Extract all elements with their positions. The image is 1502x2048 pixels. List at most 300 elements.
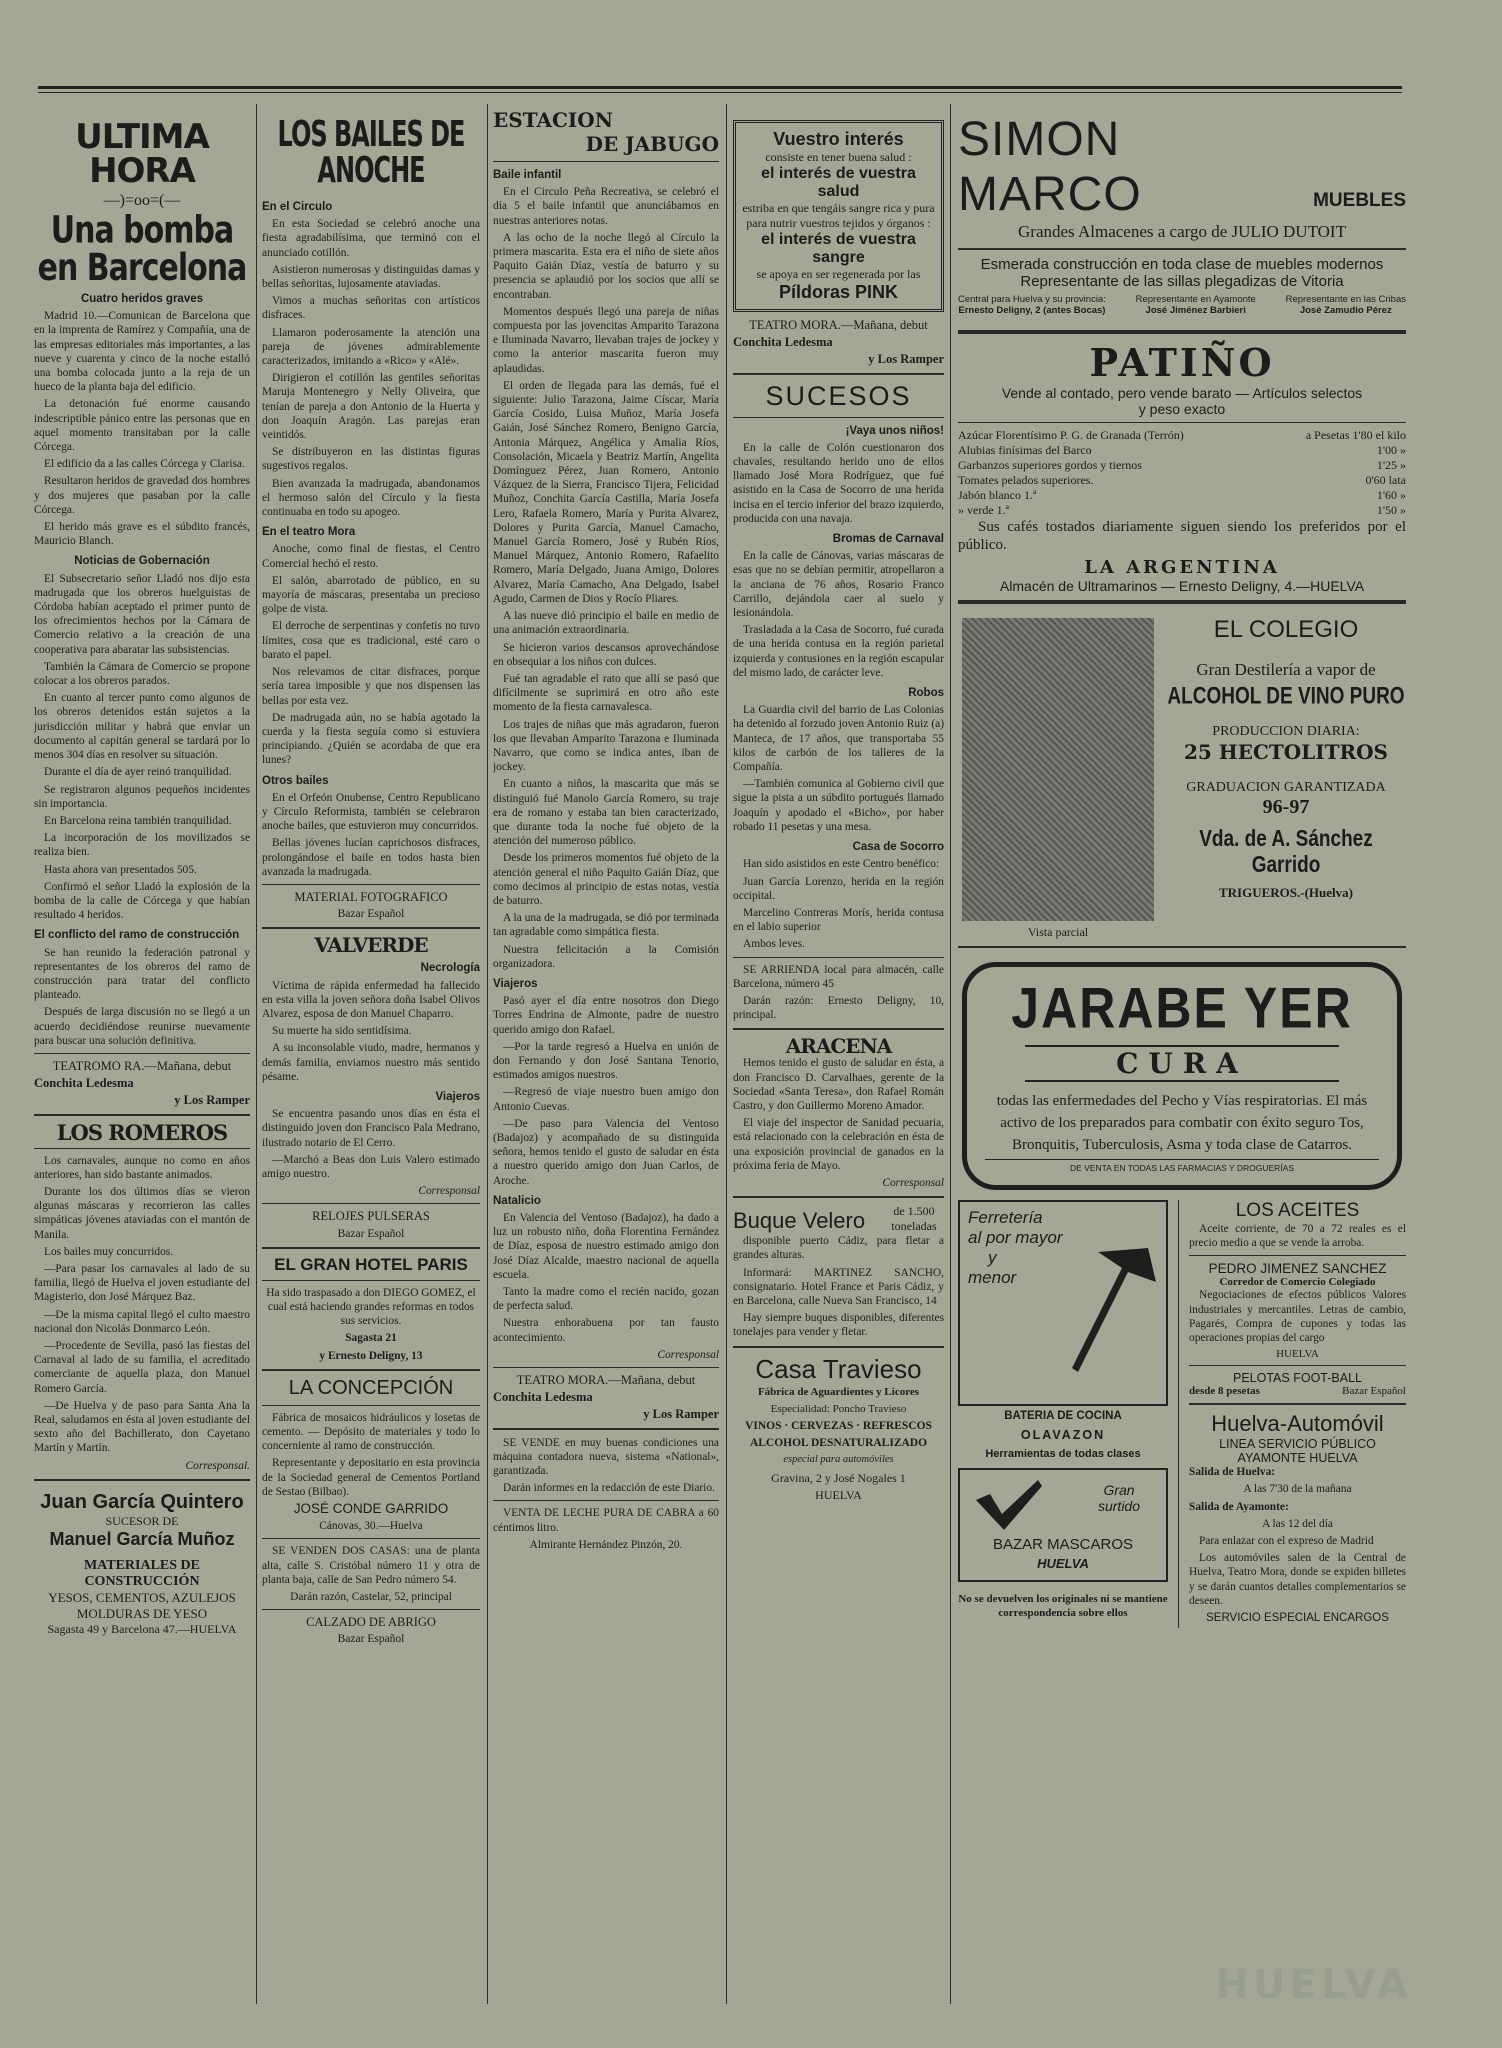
ad-text: Bazar Español [1342, 1385, 1406, 1398]
subheading: En el Circulo [262, 201, 333, 213]
divider [262, 1280, 480, 1281]
paragraph: A las nueve dió principio el baile en medio de una animación extraordinaria. [493, 610, 719, 637]
heading-sucesos: SUCESOS [765, 380, 912, 411]
paragraph: Asistieron numerosas y distinguidas damas y bellas señoritas, lujosamente ataviadas. [262, 263, 480, 291]
paragraph: Desde los primeros momentos fué objeto de la atención general el niño Paquito Gaián Díaz, que como decimos al principio de estas notas, vestía de baturro. [493, 852, 719, 907]
ad-address: TRIGUEROS.-(Huelva) [1219, 885, 1353, 900]
paragraph: Los carnavales, aunque no como en años anteriores, han sido bastante animados. [34, 1154, 250, 1181]
column-2 [262, 108, 480, 1948]
teatro-artist: y Los Ramper [868, 352, 944, 367]
building-photo [962, 618, 1154, 921]
divider [958, 422, 1406, 423]
heading-estacion: ESTACION [493, 108, 613, 132]
paragraph: Víctima de rápida enfermedad ha fallecido en esta villa la joven señora doña Isabel Olivos Alvarez, esposa de don Manuel Chaparro. [262, 979, 480, 1020]
ad-text: Gran surtido [1097, 1482, 1141, 1514]
divider [733, 957, 944, 958]
divider [262, 1609, 480, 1610]
ad-casa-travieso: Casa Travieso [755, 1353, 922, 1384]
paragraph: A su inconsolable viudo, madre, hermanos y demás familia, enviamos nuestro más sentido pésame. [262, 1042, 480, 1083]
paragraph: Para enlazar con el expreso de Madrid [1199, 1535, 1374, 1548]
price-row [958, 443, 1406, 458]
ad-text: MATERIALES DE CONSTRUCCIÓN [83, 1557, 201, 1589]
teatro-notice: TEATROMO RA.—Mañana, debut [52, 1058, 232, 1073]
paragraph: En el Circulo Peña Recreativa, se celebró el día 5 el baile infantil que anunciábamos en nuestras anteriores notas. [493, 186, 719, 227]
paragraph: En cuanto al tercer punto como algunos de los obreros detenidos están sujetos a la jurisdicción militar y habrá que enviar un documento al capitán general se tardará por lo menos 304 días en resolver su situación. [34, 692, 250, 762]
heading-valverde: VALVERDE [314, 933, 428, 958]
paragraph: En la calle de Colón cuestionaron dos chavales, resultando herido uno de ellos llamado José Mora Rodríguez, que fué asistido en la Casa de Socorro de una herida incisa en el tercio inferior del brazo izquierdo, producida con una navaja. [733, 441, 944, 525]
divider [958, 600, 1406, 604]
rep-name: José Jiménez Barbieri [1145, 305, 1246, 316]
subheading: Baile infantil [493, 169, 562, 181]
divider [34, 1053, 250, 1054]
paragraph: Nos relevamos de citar disfraces, porque sería tarea imposible y que nos dispensen las bellas por esta vez. [262, 666, 480, 707]
ad-text: consiste en tener buena salud : [765, 150, 912, 164]
ad-text: LINEA SERVICIO PÚBLICO [1219, 1437, 1376, 1452]
divider [733, 417, 944, 418]
paragraph: De madrugada aún, no se había agotado la cuerda y la fiesta seguía como si estuviera principiando. ¿Quién se acordaba de que era lunes? [262, 711, 480, 767]
teatro-artist: Conchita Ledesma [493, 1390, 593, 1405]
paragraph: En cuanto a niños, la mascarita que más se distinguió fué Manolo García Romero, su traje era de romano y estaba tan bien caracterizado, que durante toda la noche fué objeto de la atención del numeroso público. [493, 778, 719, 848]
paragraph: Fué tan agradable el rato que allí se pasó que difícilmente se suprimirá en otro año este momento de la fiesta carnavalesca. [493, 672, 719, 714]
ad-el-colegio [958, 610, 1406, 940]
paragraph: En Barcelona reina también tranquilidad. [44, 814, 232, 827]
schedule-time: A las 7'30 de la mañana [1243, 1483, 1352, 1496]
ad-line: MATERIAL FOTOGRAFICO [294, 889, 448, 904]
ad-text: y peso exacto [1138, 401, 1226, 417]
paragraph: Llamaron poderosamente la atención una pareja de jóvenes admirablemente caracterizados, imitando a «Rico» y «Alé». [262, 326, 480, 368]
ad-text: 25 HECTOLITROS [1184, 740, 1388, 764]
paragraph: La Guardia civil del barrio de Las Colonias ha detenido al forzudo joven Antonio Ruiz (a) Manteca, de 17 años, que transportaba 55 kilos de carbón de los talleres de la Compañía. [733, 704, 944, 774]
ad-title: y [988, 1248, 997, 1267]
paragraph: Se distribuyeron en las distintas figuras sugestivos regalos. [262, 446, 480, 473]
classified-ad: SE VENDE en muy buenas condiciones una máquina contadora nueva, sistema «National», garantizada. [493, 1436, 719, 1478]
divider [733, 1346, 944, 1348]
rep-label: Representante en las Cribas [1285, 294, 1406, 305]
price-item-name: » verde 1.ª [958, 503, 1009, 517]
paragraph: Nuestra felicitación a la Comisión organizadora. [493, 943, 719, 970]
ad-text: VINOS · CERVEZAS · REFRESCOS [745, 1419, 932, 1432]
ad-title: menor [968, 1268, 1017, 1287]
paragraph: El edificio da a las calles Córcega y Clarisa. [44, 458, 245, 471]
ad-title: Buque Velero [733, 1208, 866, 1234]
ad-text: Esmerada construcción en toda clase de muebles modernos [980, 256, 1384, 273]
paragraph: Informará: MARTINEZ SANCHO, consignatario. Hotel France et Paris Cádiz, y en Barcelona, calle Nueva San Francisco, 14 [733, 1266, 944, 1307]
paragraph: El Subsecretario señor Lladó nos dijo esta madrugada que los obreros huelguistas de Córdoba habían aceptado el primer punto de los ofrecimientos hechos por la Cámara de Comercio relativo a la creación de una cooperativa para abaratar las subsistencias. [34, 572, 250, 656]
subheading: Noticias de Gobernación [74, 555, 210, 568]
subheading: Robos [908, 687, 944, 700]
paragraph: Negociaciones de efectos públicos Valores industriales y mercantiles. Letras de cambio, Pagarés, Compra de cupones y todas las operaciones propias del cargo [1189, 1289, 1406, 1345]
price-item-value: a Pesetas 1'80 el kilo [1305, 428, 1406, 442]
paragraph: —De la misma capital llegó el culto maestro nacional don Nicolás Donmarco León. [34, 1308, 250, 1335]
divider [493, 161, 719, 162]
divider [1189, 1255, 1406, 1256]
paragraph: Los automóviles salen de la Central de Huelva, Teatro Mora, donde se expiden billetes y se darán cuantos detalles complementarios se deseen. [1189, 1552, 1406, 1607]
subheading: ¡Vaya unos niños! [845, 424, 944, 437]
paragraph: —Regresó de viaje nuestro buen amigo don Antonio Cuevas. [493, 1086, 719, 1113]
paragraph: Pasó ayer el día entre nosotros don Diego Torres Endrina de Almonte, padre de nuestro querido amigo don Rafael. [493, 995, 719, 1036]
paragraph: En el Orfeón Onubense, Centro Republicano y Círculo Reformista, también se celebraron anoche bailes, que estuvieron muy concurridos. [262, 791, 480, 833]
paragraph: Vimos a muchas señoritas con artísticos disfraces. [262, 295, 480, 322]
paragraph: Se han reunido la federación patronal y representantes de los obreros del ramo de construcción para tratar del conflicto planteado. [34, 946, 250, 1002]
ad-title: el interés de vuestra salud [761, 165, 916, 200]
subheading: En el teatro Mora [262, 526, 356, 539]
price-item-value: 1'25 » [1376, 458, 1406, 472]
subheading: Natalicio [493, 1194, 541, 1207]
ad-line: Bazar Español [337, 908, 405, 921]
ad-text: SERVICIO ESPECIAL ENCARGOS [1206, 1612, 1389, 1625]
heading-los-romeros: LOS ROMEROS [56, 1119, 228, 1145]
paragraph: Bellas jóvenes lucían caprichosos disfraces, prolongándose el baile en todos hasta bien avanzada la madrugada. [262, 837, 480, 878]
paragraph: Durante el día de ayer reinó tranquilidad. [44, 766, 232, 779]
ad-text: Herramientas de todas clases [985, 1448, 1141, 1460]
paragraph: Marcelino Contreras Morís, herida contusa en el labio superior [733, 906, 944, 934]
teatro-artist: Conchita Ledesma [733, 335, 833, 350]
rep-label: Central para Huelva y su provincia: [958, 294, 1106, 305]
divider [493, 1367, 719, 1368]
paragraph: Los trajes de niñas que más agradaron, fueron los que llevaban Amparito Tarazona e Iluminada Navarro, que como se indica antes, iban de jockey. [493, 718, 719, 774]
ad-title: PELOTAS FOOT-BALL [1233, 1371, 1362, 1386]
paragraph: Se hicieron varios descansos aprovechándose en obsequiar a los niños con dulces. [493, 641, 719, 668]
paragraph: Representante y depositario en esta provincia de la Sociedad general de Cementos Portland de Sestao (Bilbao). [262, 1457, 480, 1498]
paragraph: Ambos leves. [743, 938, 806, 951]
divider [493, 1428, 719, 1430]
classified-ad: Darán razón: Ernesto Deligny, 10, principal. [733, 994, 944, 1022]
ad-text: SUCESOR DE [105, 1513, 179, 1528]
column-4 [733, 108, 944, 1948]
ad-address: Gravina, 2 y José Nogales 1 [771, 1470, 906, 1485]
ad-text: DE VENTA EN TODAS LAS FARMACIAS Y DROGUERÍAS [985, 1159, 1379, 1173]
ad-text: AYAMONTE HUELVA [1237, 1451, 1358, 1466]
divider [34, 1479, 250, 1481]
headline-bailes: LOS BAILES DE ANOCHE [277, 113, 465, 191]
heading-jabugo: DE JABUGO [585, 132, 719, 156]
paragraph: disponible puerto Cádiz, para fletar a grandes alturas. [733, 1235, 944, 1262]
schedule-label: Salida de Ayamonte: [1189, 1500, 1289, 1513]
ad-text: 96-97 [1262, 796, 1310, 818]
paragraph: El orden de llegada para las demás, fué el siguiente: Julio Tarazona, Jaime Císcar, María García Cosido, Luisa Muñoz, María Josefa Gaián, José Sánchez Romero, Benigno García, Antonia Márquez, Angélica y Amalia Ríos, Consolación, Micaela y Beatriz Martín, Angelita Domínguez Pérez, Juan Romero, Antonio Vázquez de la Sierra, Francisco Tijera, Felicidad Muñoz, Conchita García Castilla, María Josefa Lero, Rafaela Romero, María y Purita Alvarez, Dolores y Purita García, Manuel Camacho, Manuel García Romero, José y Rubén Ríos, Manuel Márquez, Antonio Romero, Rafaelito Romero, María Delgado, Juana Amigo, Dolores Alvarez, María Camacho, Ana Delgado, Isabel Agudo, Carmen de Dios y Rocío Pliares. [493, 379, 719, 605]
price-item-name: Tomates pelados superiores. [958, 473, 1094, 487]
divider [262, 927, 480, 929]
ad-address: HUELVA [1276, 1348, 1319, 1361]
ad-text: Fábrica de Aguardientes y Licores [757, 1385, 920, 1398]
ad-text: se apoya en ser regenerada por las [756, 267, 921, 281]
paragraph: También la Cámara de Comercio se propone colocar a los obreros parados. [34, 660, 250, 688]
price-row [958, 458, 1406, 473]
price-item-value: 1'60 » [1376, 488, 1406, 502]
ad-line: CALZADO DE ABRIGO [306, 1615, 436, 1630]
paragraph: Trasladada a la Casa de Socorro, fué curada de una herida contusa en la región parietal izquierda y contusiones en la región escapular del mismo lado, de carácter leve. [733, 624, 944, 679]
divider [262, 884, 480, 885]
ad-ferreteria-box [958, 1200, 1168, 1406]
rep-label: Representante en Ayamonte [1135, 294, 1256, 305]
ad-text: Grandes Almacenes a cargo de JULIO DUTOIT [1018, 222, 1346, 241]
ad-text: todas las enfermedades del Pecho y Vías respiratorias. El más activo de los preparados para combatir con éxito seguro Tos, Bronquitis, Tuberculosis, Asma y toda clase de Catarros. [996, 1093, 1368, 1153]
ad-simon-marco [958, 112, 1406, 222]
ad-line: Bazar Español [337, 1633, 405, 1646]
column-3 [493, 108, 719, 1948]
ad-address: Almacén de Ultramarinos — Ernesto Deligny, 4.—HUELVA [999, 578, 1365, 594]
classified-ad: Almirante Hernández Pinzón, 20. [529, 1538, 683, 1551]
subheading: Viajeros [435, 1090, 480, 1103]
ad-text: Especialidad: Poncho Travieso [770, 1402, 907, 1415]
divider [1189, 1403, 1406, 1405]
ad-text: Vda. de A. Sánchez Garrido [1199, 826, 1373, 879]
headline-ultima-hora: ULTIMA HORA [75, 117, 209, 191]
ad-title: Vuestro interés [773, 129, 904, 149]
ad-colegio-text [1166, 610, 1406, 940]
ad-buque [733, 1204, 944, 1234]
paragraph: —De paso para Valencia del Ventoso (Badajoz) y acompañado de su distinguida señora, hemos tenido el gusto de saludar en ésta a nuestro querido amigo don Juan Carlos, de Aroche. [493, 1117, 719, 1187]
paragraph: —Por la tarde regresó a Huelva en unión de don Fernando y don José Santana Tenorio, estimados amigos nuestros. [493, 1040, 719, 1082]
divider [733, 1196, 944, 1198]
watermark: HUELVA [1215, 1962, 1412, 2008]
ad-pelotas-row [1189, 1385, 1406, 1397]
ad-name: JOSÉ CONDE GARRIDO [293, 1501, 449, 1517]
paragraph: Han sido asistidos en este Centro benéfico: [743, 858, 940, 871]
divider [262, 1538, 480, 1539]
ad-text: GRADUACION GARANTIZADA [1186, 780, 1386, 795]
price-row [958, 488, 1406, 503]
paragraph: A la una de la madrugada, se dió por terminada tan agradable como simpática fiesta. [493, 912, 719, 939]
check-arrow-icon [974, 1478, 1044, 1533]
paragraph: Hay siempre buques disponibles, diferentes tonelajes para vender y fletar. [733, 1312, 944, 1339]
ad-text: estriba en que tengáis sangre rica y pura para nutrir vuestros tejidos y órganos : [742, 201, 935, 230]
paragraph: En Valencia del Ventoso (Badajoz), ha dado a luz un robusto niño, doña Florentina Fernández de Díaz, esposa de nuestro estimado amigo don José Díaz Alcalde, maestro nacional de aquella escuela. [493, 1212, 719, 1281]
divider [262, 1247, 480, 1249]
ad-address: y Ernesto Deligny, 13 [319, 1349, 423, 1362]
ad-argentina: LA ARGENTINA [1084, 557, 1280, 578]
classified-ad: SE VENDEN DOS CASAS: una de planta alta, calle S. Cristóbal número 11 y otra de planta baja, calle de San Pedro número 54. [262, 1545, 480, 1586]
price-row [958, 503, 1406, 518]
paragraph: —De Huelva y de paso para Santa Ana la Real, saludamos en ésta al joven estudiante del sexto año del Bachillerato, don Cayetano Martín y Martín. [34, 1399, 250, 1455]
notice-text: No se devuelven los originales ni se mantiene correspondencia sobre ellos [958, 1593, 1168, 1620]
ad-text: Vende al contado, pero vende barato — Artículos selectos [1001, 385, 1363, 401]
price-item-name: Jabón blanco 1.ª [958, 488, 1037, 502]
ad-text: ALCOHOL DESNATURALIZADO [749, 1437, 928, 1450]
ad-jarabe-yer [962, 962, 1402, 1190]
ad-title: al por mayor [968, 1228, 1063, 1247]
ad-text: OLAVAZON [1020, 1428, 1106, 1442]
divider [262, 1405, 480, 1406]
paragraph: Tanto la madre como el recién nacido, gozan de perfecta salud. [493, 1286, 719, 1313]
ad-address: Sagasta 49 y Barcelona 47.—HUELVA [47, 1621, 237, 1636]
ad-title: BAZAR MASCAROS [992, 1536, 1134, 1553]
heading-concepcion: LA CONCEPCIÓN [288, 1376, 454, 1399]
divider [958, 248, 1406, 250]
teatro-artist: y Los Ramper [174, 1093, 250, 1108]
column-rule [950, 104, 951, 2004]
paragraph: Se registraron algunos pequeños incidentes sin importancia. [34, 783, 250, 810]
photo-caption: Vista parcial [1027, 925, 1089, 939]
ad-text: PRODUCCION DIARIA: [1212, 724, 1360, 739]
paragraph: El viaje del inspector de Sanidad pecuaria, está relacionado con la celebración en ésta de una exposición provincial de ganados en la próxima feria de Mayo. [733, 1117, 944, 1172]
top-rule [38, 86, 1402, 89]
price-row [958, 473, 1406, 488]
paragraph: Resultaron heridos de gravedad dos hombres y dos mujeres que pasaban por la calle Córcega. [34, 475, 250, 516]
paragraph: A las ocho de la noche llegó al Círculo la primera mascarita. Esta era el niño de siete años Paquito Gaián Díaz, vestía de baturro y su presencia se aplaudió por los socios que allí se encontraban. [493, 231, 719, 301]
paragraph: Juan García Lorenzo, herida en la región occipital. [733, 875, 944, 902]
schedule-time: A las 12 del día [1262, 1517, 1333, 1530]
price-row [958, 428, 1406, 443]
divider [34, 1148, 250, 1149]
paragraph: Durante los dos últimos días se vieron algunas máscaras y recorrieron las calles simpáticas jóvenes ataviadas con el mantón de Manila. [34, 1185, 250, 1241]
paragraph: Anoche, como final de fiestas, el Centro Comercial hechó el resto. [262, 543, 480, 570]
ad-text: YESOS, CEMENTOS, AZULEJOS [48, 1589, 236, 1605]
ornament: —)=oo=(— [103, 192, 181, 209]
ad-text: ALCOHOL DE VINO PURO [1167, 683, 1405, 710]
subheading: Casa de Socorro [852, 841, 944, 854]
teatro-artist: y Los Ramper [643, 1407, 719, 1422]
paragraph: —Procedente de Sevilla, pasó las fiestas del Carnaval al lado de su familia, el acreditado comerciante de aquella plaza, don Manuel Romero García. [34, 1340, 250, 1395]
paragraph: —También comunica al Gobierno civil que sigue la pista a un súbdito portugués llamado Joaquín y apodado el «Bicho», por haber robado 11 pesetas y una mesa. [733, 778, 944, 833]
ad-name: Juan García Quintero [40, 1490, 244, 1513]
price-item-name: Azúcar Florentísimo P. G. de Granada (Terrón) [958, 428, 1184, 442]
paragraph: La detonación fué enorme causando indescriptible pánico entre las personas que en aquel momento transitaban por la calle Córcega. [34, 398, 250, 454]
rep [1136, 294, 1256, 316]
subheading: Viajeros [493, 977, 538, 990]
divider [958, 946, 1406, 948]
paragraph: Hemos tenido el gusto de saludar en ésta, a don Francisco D. Carvalhaes, gerente de la Sociedad «Santa Teresa», don Rafael Román Castro, y don Guillermo Moreno Amador. [733, 1057, 944, 1112]
arrow-icon [1068, 1242, 1158, 1382]
ad-text: Gran Destilería a vapor de [1196, 660, 1376, 679]
paragraph: Nuestra enhorabuena por tan fausto acontecimiento. [493, 1317, 719, 1344]
heading-hotel: EL GRAN HOTEL PARIS [274, 1254, 468, 1274]
ad-address: Sagasta 21 [345, 1332, 397, 1345]
divider [958, 330, 1406, 334]
paragraph: En la calle de Cánovas, varias máscaras de esas que no se debían permitir, atropellaron a la anciana de 76 años, Rosario Franco Carrillo, dejándola caer al suelo y lesionándola. [733, 550, 944, 620]
ad-photo-block [958, 610, 1158, 940]
ad-patino-title: PATIÑO [1089, 340, 1275, 385]
subheading: Otros bailes [262, 774, 329, 787]
byline: Corresponsal [657, 1348, 719, 1361]
price-item-name: Garbanzos superiores gordos y tiernos [958, 458, 1142, 472]
subheading: El conflicto del ramo de construcción [34, 929, 240, 942]
subheading: Necrología [420, 962, 480, 975]
ad-title: CURA [1025, 1045, 1339, 1082]
column-rule [256, 104, 257, 2004]
column-rule [487, 104, 488, 2004]
ad-title: Huelva-Automóvil [1211, 1411, 1384, 1437]
column-rule [726, 104, 727, 2004]
ad-title: JARABE YER [1011, 975, 1353, 1041]
ad-representantes [958, 294, 1406, 316]
top-rule-thin [38, 92, 1402, 93]
ad-line: Bazar Español [337, 1227, 405, 1240]
paragraph: En esta Sociedad se celebró anoche una fiesta agradabilísima, que terminó con el anunciado cotillón. [262, 218, 480, 259]
ad-text: BATERIA DE COCINA [1004, 1410, 1122, 1422]
classified-ad: Darán razón, Castelar, 52, principal [290, 1591, 452, 1604]
ad-address: Cánovas, 30.—Huelva [319, 1520, 423, 1533]
price-item-name: Alubias finísimas del Barco [958, 443, 1092, 457]
ad-title: MUEBLES [1313, 190, 1406, 211]
classified-ad: SE ARRIENDA local para almacén, calle Barcelona, número 45 [733, 963, 944, 990]
teatro-notice: TEATRO MORA.—Mañana, debut [749, 318, 928, 332]
ad-name: Manuel García Muñoz [49, 1528, 235, 1549]
divider [733, 1028, 944, 1030]
ad-text: MOLDURAS DE YESO [76, 1605, 208, 1621]
divider [493, 1500, 719, 1501]
ad-text: desde 8 pesetas [1189, 1385, 1260, 1398]
paragraph: Fábrica de mosaicos hidráulicos y losetas de cemento. — Depósito de materiales y todo lo concerniente al ramo de construcción. [262, 1411, 480, 1453]
paragraph: Aceite corriente, de 70 a 72 reales es el precio medio a que se vende la arroba. [1189, 1223, 1406, 1250]
paragraph: Hasta ahora van presentados 505. [44, 863, 197, 876]
column-1 [34, 108, 250, 1948]
divider [1189, 1365, 1406, 1366]
rep-name: José Zamudio Pérez [1299, 305, 1392, 316]
ad-text: Sus cafés tostados diariamente siguen siendo los preferidos por el público. [958, 519, 1406, 553]
paragraph: El herido más grave es el súbdito francés, Mauricio Blanch. [34, 521, 250, 548]
ad-text: de 1.500 toneladas [891, 1204, 937, 1234]
ad-text: Corredor de Comercio Colegiado [1219, 1276, 1376, 1289]
ad-title: PEDRO JIMENEZ SANCHEZ [1208, 1261, 1387, 1277]
paragraph: —Para pasar los carnavales al lado de su familia, llegó de Huelva el joven estudiante del Magisterio, don José Márquez Baz. [34, 1262, 250, 1304]
ad-address: HUELVA [1037, 1556, 1089, 1571]
paragraph: Se encuentra pasando unos días en ésta el distinguido joven don Francisco Pala Medrano, ilustrado notario de El Cerro. [262, 1108, 480, 1149]
schedule-label: Salida de Huelva: [1189, 1466, 1276, 1479]
rep [958, 294, 1106, 316]
paragraph: Los bailes muy concurridos. [44, 1245, 174, 1258]
heading-aracena: ARACENA [785, 1034, 892, 1059]
ad-title: el interés de vuestra sangre [761, 231, 916, 266]
ad-address: HUELVA [815, 1487, 862, 1502]
ad-title: SIMON MARCO [958, 113, 1142, 221]
paragraph: Después de larga discusión no se llegó a un acuerdo decidiéndose reunirse nuevamente para buscar una solución definitiva. [34, 1006, 250, 1047]
classified-ad: VENTA DE LECHE PURA DE CABRA a 60 céntimos litro. [493, 1507, 719, 1534]
teatro-artist: Conchita Ledesma [34, 1076, 134, 1091]
ad-brand: Píldoras PINK [778, 282, 899, 302]
ad-right-stack [1178, 1200, 1406, 1628]
paragraph: —Marchó a Beas don Luis Valero estimado amigo nuestro. [262, 1153, 480, 1180]
price-item-value: 1'50 » [1376, 503, 1406, 517]
column-5 [958, 108, 1406, 1948]
ad-text: Representante de las sillas plegadizas de Vitoria [1020, 273, 1344, 290]
divider [34, 1114, 250, 1116]
ad-pildoras-pink [733, 120, 944, 312]
subheading: Bromas de Carnaval [832, 533, 944, 546]
rep-name: Ernesto Deligny, 2 (antes Bocas) [958, 305, 1106, 316]
rep [1286, 294, 1406, 316]
ad-row-bottom [958, 1200, 1406, 1628]
heading-aceites: LOS ACEITES [1235, 1200, 1360, 1221]
paragraph: Ha sido traspasado a don DIEGO GOMEZ, el cual está haciendo grandes reformas en todos sus servicios. [266, 1286, 476, 1328]
paragraph: Bien avanzada la madrugada, abandonamos el hermoso salón del Círculo y la fiesta continuaba en todo su apogeo. [262, 477, 480, 519]
teatro-notice: TEATRO MORA.—Mañana, debut [516, 1373, 696, 1388]
divider [262, 1203, 480, 1204]
paragraph: El salón, abarrotado de público, en su mayoría de máscaras, presentaba un precioso golpe de vista. [262, 574, 480, 616]
paragraph: Dirigieron el cotillón las gentiles señoritas Maruja Montenegro y Nelly Oliveira, que tenían de pareja a don Antonio de la Huerta y don Joaquín Aragón. Las parejas eran veintidós. [262, 372, 480, 442]
byline: Corresponsal. [185, 1459, 250, 1472]
paragraph: Momentos después llegó una pareja de niñas compuesta por las jovencitas Amparito Tarazona e Iluminada Navarro, llevaban trajes de jockey y como la anterior mascarita fueron muy aplaudidas. [493, 305, 719, 375]
byline: Corresponsal [882, 1176, 944, 1189]
price-item-value: 1'00 » [1376, 443, 1406, 457]
byline: Corresponsal [418, 1185, 480, 1198]
ad-title: Ferretería [968, 1208, 1043, 1227]
paragraph: El derroche de serpentinas y confetis no tuvo límites, cosa que es tradicional, esté caro o barato el papel. [262, 620, 480, 661]
divider [733, 373, 944, 375]
paragraph: Su muerte ha sido sentidísima. [272, 1025, 412, 1038]
price-item-value: 0'60 lata [1365, 473, 1406, 487]
ad-ferreteria [958, 1200, 1168, 1628]
divider [262, 1369, 480, 1371]
paragraph: Madrid 10.—Comunican de Barcelona que en la imprenta de Ramírez y Compañía, una de las empresas editoriales más importantes, a las nueve y cuarenta y cinco de la noche estalló una bomba colocada junto a la reja de un hueco de la planta baja del edificio. [34, 310, 250, 394]
price-list [958, 428, 1406, 518]
paragraph: Confirmó el señor Lladó la explosión de la bomba de la calle de Córcega y que habían resultado 4 heridos. [34, 880, 250, 922]
classified-ad: Darán informes en la redacción de este Diario. [503, 1482, 715, 1495]
headline-bomba: Una bomba en Barcelona [37, 208, 247, 290]
ad-line: RELOJES PULSERAS [312, 1209, 430, 1224]
paragraph: La incorporación de los movilizados se realiza bien. [34, 832, 250, 859]
ad-title: EL COLEGIO [1213, 616, 1359, 643]
